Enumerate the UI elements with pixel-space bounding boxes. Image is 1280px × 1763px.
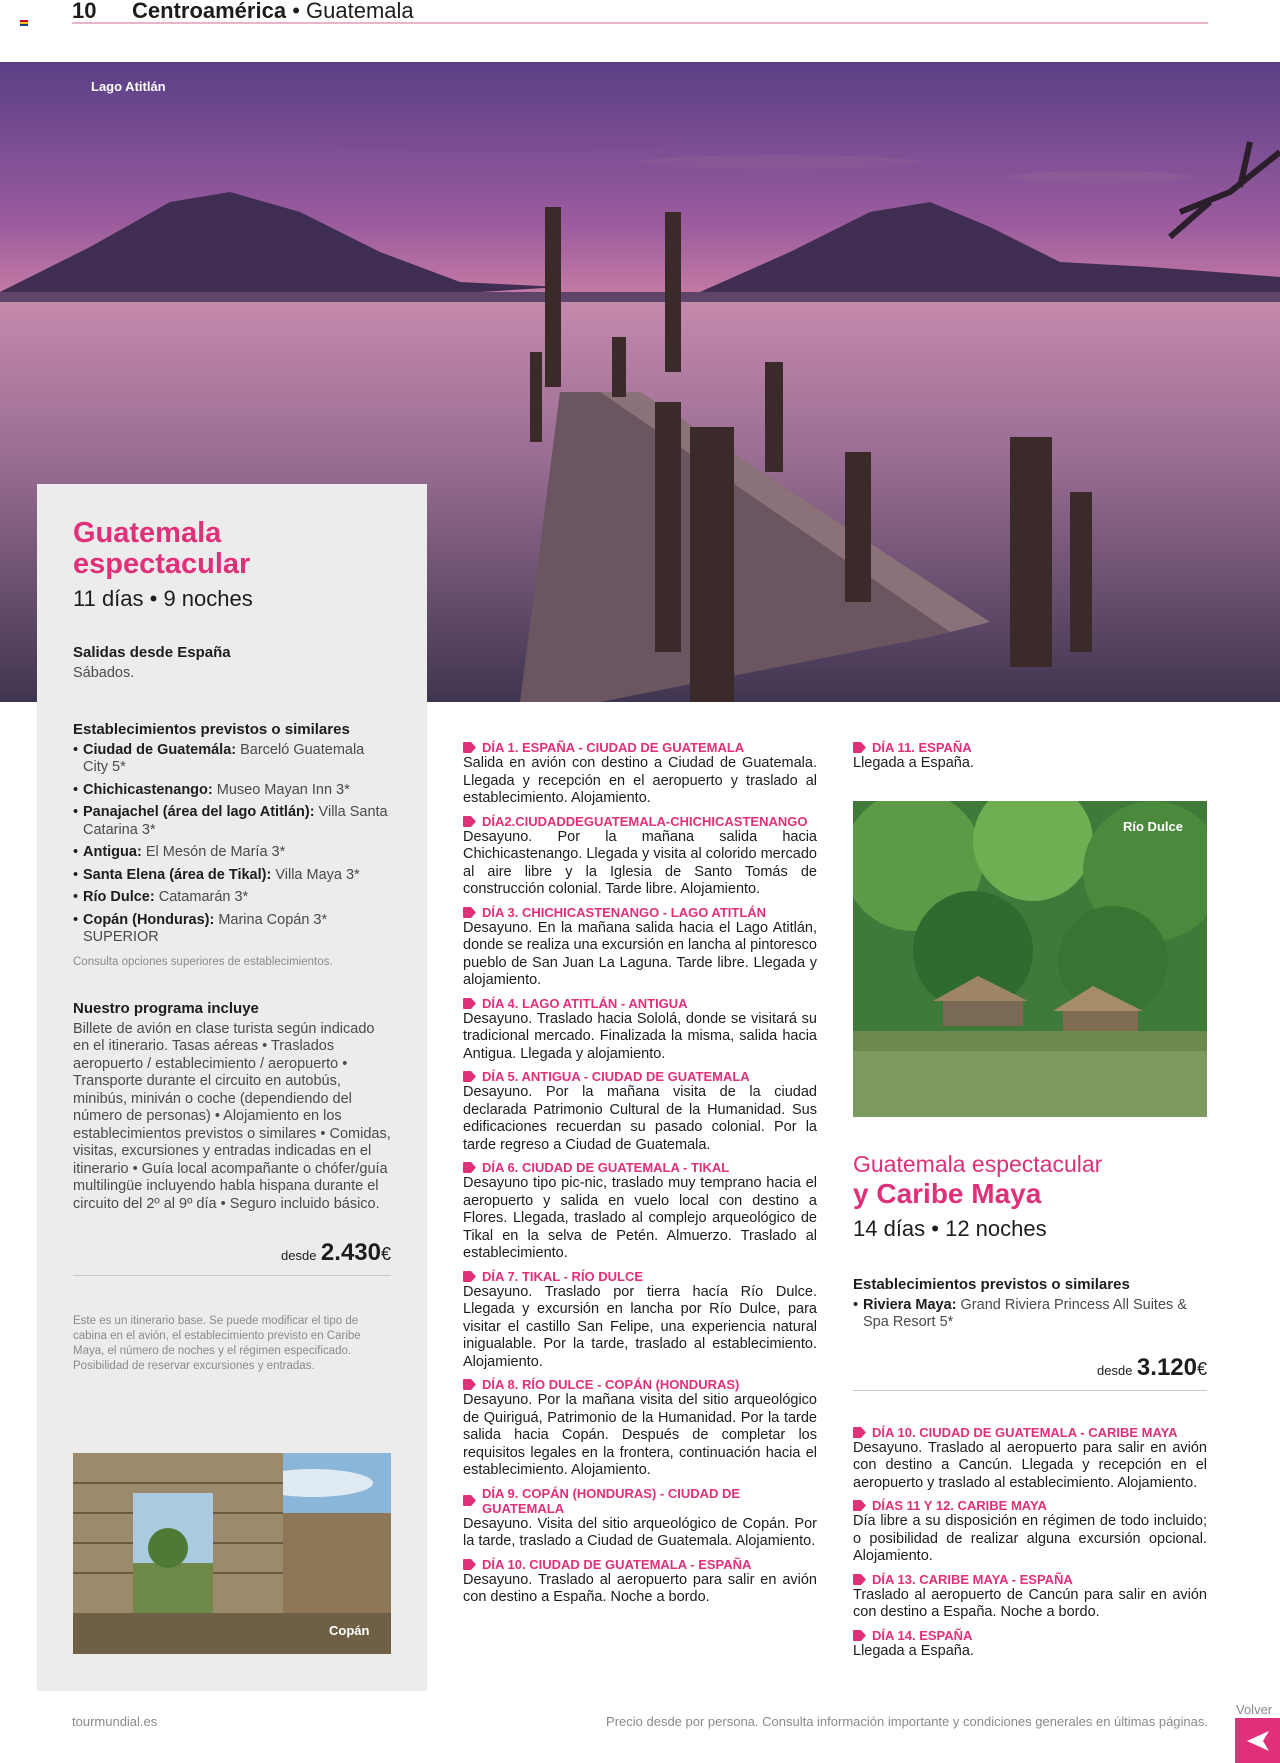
price-prefix: desde [1097, 1362, 1133, 1378]
trip-duration: 11 días • 9 noches [73, 586, 253, 611]
day-title: DÍA 13. CARIBE MAYA - ESPAÑA [872, 1571, 1073, 1587]
region-name: Centroamérica [132, 0, 287, 23]
bullet-marker-icon [853, 1630, 866, 1641]
price-amount: 2.430 [320, 1239, 381, 1266]
day-text: Desayuno. Por la mañana visita de la ciudad declarada Patrimonio Cultural de la Humanidad. Sus edificaciones recuerdan su pasado colonial. Por la tarde regreso a Ciudad de Guatemala. [463, 1084, 817, 1153]
list-item: • Copán (Honduras): Marina Copán 3* SUPERIOR [73, 912, 391, 947]
trip2-itinerary [853, 1425, 1207, 1661]
itinerary-day [853, 1498, 1207, 1566]
day-text: Desayuno. Por la mañana visita del sitio arqueológico de Quiriguá, Patrimonio de la Humanidad. Por la tarde salida hacia Copán. Después de completar los requisitos legales en la frontera, continuación hacia el establecimiento. Alojamiento. [463, 1392, 817, 1478]
hotels-note: Consulta opciones superiores de establecimientos. [73, 955, 333, 968]
day-text: Desayuno. Traslado al aeropuerto para salir en avión con destino a Cancún. Llegada y recepción en el aeropuerto y traslado al establecimiento. Alojamiento. [853, 1439, 1207, 1491]
day-title: DÍA 11. ESPAÑA [872, 740, 972, 755]
itinerary-day [463, 1069, 817, 1154]
trip2-title-line2: y Caribe Maya [853, 1177, 1042, 1209]
day-text: Traslado al aeropuerto de Cancún para salir en avión con destino a España. Noche a bordo. [853, 1586, 1207, 1620]
list-item: • Antigua: El Mesón de María 3* [73, 844, 391, 862]
hotels-heading: Establecimientos previstos o similares [73, 720, 350, 738]
day-text: Desayuno. Visita del sitio arqueológico de Copán. Por la tarde, traslado a Ciudad de Guatemala. Alojamiento. [463, 1515, 817, 1549]
list-item: • Río Dulce: Catamarán 3* [73, 889, 391, 907]
departures-text: Sábados. [73, 665, 135, 681]
day-text: Desayuno. Por la mañana salida hacia Chichicastenango. Llegada y visita al colorido mercado al aire libre y la Iglesia de Santo Tomás de construcción colonial. Tarde libre. Alojamiento. [463, 828, 817, 897]
day-text: Salida en avión con destino a Ciudad de Guatemala. Llegada y recepción en el aeropuerto y traslado al establecimiento. Alojamiento. [463, 755, 817, 806]
day-text: Desayuno. Traslado al aeropuerto para salir en avión con destino a España. Noche a bordo. [463, 1571, 817, 1605]
bullet-marker-icon [463, 1379, 476, 1390]
trip2-title-line1: Guatemala espectacular [853, 1150, 1103, 1177]
includes-text: Billete de avión en clase turista según indicado en el itinerario. Tasas aéreas • Traslados aeropuerto / establecimiento / aeropuerto • Transporte durante el circuito en autobús, minibús, miniván o coche (dependiendo del número de personas) • Alojamiento en los establecimientos previstos o similares • Comidas, visitas, excursiones y entradas indicadas en el itinerario • Guía local acompañante o chófer/guía multilingüe incluyendo habla hispana durante el circuito del 2º al 9º día • Seguro incluido básico. [73, 1020, 391, 1212]
bullet-marker-icon [463, 816, 476, 827]
itinerary-day [853, 740, 1207, 773]
itinerary-disclaimer: Este es un itinerario base. Se puede modificar el tipo de cabina en el avión, el establecimiento previsto en Caribe Maya, el número de noches y el régimen especificado. Posibilidad de reservar excursiones y entradas. [73, 1315, 361, 1372]
day-title: DÍA 14. ESPAÑA [872, 1627, 973, 1643]
trip2-duration: 14 días • 12 noches [853, 1215, 1047, 1241]
list-item: • Panajachel (área del lago Atitlán): Villa Santa Catarina 3* [73, 804, 391, 839]
back-arrow-icon [1247, 1731, 1269, 1751]
itinerary-day [463, 905, 817, 990]
itinerary-day [463, 1377, 817, 1480]
title-separator: • [286, 0, 307, 23]
trip2-hotels-heading: Establecimientos previstos o similares [853, 1275, 1130, 1293]
price-prefix: desde [281, 1248, 317, 1263]
trip2-hotels-list [853, 1297, 1207, 1332]
day-text: Desayuno. Traslado por tierra hacía Río Dulce. Llegada y excursión en lancha por Río Dulce, para visitar el castillo San Felipe, una experiencia natural inigualable. Por la tarde, traslado al establecimiento. Alojamiento. [463, 1283, 817, 1370]
day-text: Día libre a su disposición en régimen de todo incluido; o posibilidad de realizar alguna excursión opcional. Alojamiento. [853, 1513, 1207, 1564]
bullet-marker-icon [853, 1500, 866, 1511]
bullet-marker-icon [463, 1495, 476, 1506]
bullet-marker-icon [853, 742, 866, 753]
bullet-marker-icon [463, 907, 476, 918]
page-number: 10 [72, 0, 97, 23]
itinerary-day [853, 1572, 1207, 1622]
footer-site: tourmundial.es [72, 1714, 158, 1729]
day-text: Llegada a España. [853, 1642, 974, 1659]
bullet-marker-icon [463, 1162, 476, 1173]
itinerary-day [463, 1160, 817, 1263]
bullet-marker-icon [463, 1559, 476, 1570]
copan-photo [73, 1453, 391, 1654]
day-title: DÍA 9. COPÁN (HONDURAS) - CIUDAD DE GUATEMALA [482, 1485, 741, 1516]
bullet-marker-icon [463, 1071, 476, 1082]
day-title: DÍA 3. CHICHICASTENANGO - LAGO ATITLÁN [482, 904, 767, 920]
day-title: DÍA 6. CIUDAD DE GUATEMALA - TIKAL [482, 1160, 730, 1175]
day-text: Desayuno tipo pic-nic, traslado muy temprano hacia el aeropuerto y salida en vuelo local con destino a Flores. Llegada, traslado al complejo arqueológico de Tikal en la selva de Petén. Almuerzo. Traslado al establecimiento. [463, 1175, 817, 1261]
rio-dulce-photo [853, 801, 1207, 1117]
day-title: DÍA 1. ESPAÑA - CIUDAD DE GUATEMALA [482, 740, 745, 755]
bullet-marker-icon [463, 998, 476, 1009]
day-title: DÍA 4. LAGO ATITLÁN - ANTIGUA [482, 995, 688, 1011]
includes-heading: Nuestro programa incluye [73, 999, 259, 1017]
list-item: • Ciudad de Guatemála: Barceló Guatemala City 5* [73, 742, 391, 777]
list-item: • Santa Elena (área de Tikal): Villa Maya 3* [73, 867, 391, 885]
day-text: Desayuno. Traslado hacia Sololá, donde se visitará su tradicional mercado. Finalizada la misma, salida hacia Antigua. Llegada y alojamiento. [463, 1010, 817, 1062]
itinerary-day [463, 740, 817, 808]
price-amount: 3.120 [1136, 1353, 1197, 1381]
day-text: Desayuno. En la mañana salida hacia el Lago Atitlán, donde se realiza una excursión en lancha al pintoresco pueblo de San Juan La Laguna. Tarde libre. Llegada y alojamiento. [463, 919, 817, 988]
day-title: DÍA 10. CIUDAD DE GUATEMALA - ESPAÑA [482, 1556, 752, 1572]
list-item: • Chichicastenango: Museo Mayan Inn 3* [73, 782, 391, 800]
rio-dulce-caption: Río Dulce [1123, 818, 1183, 834]
day-title: DÍA 7. TIKAL - RÍO DULCE [482, 1268, 644, 1284]
bullet-marker-icon [853, 1574, 866, 1585]
right-column [853, 740, 1207, 1666]
back-label[interactable]: Volver [1236, 1702, 1273, 1717]
hotels-list [73, 742, 391, 947]
page-header [72, 0, 1208, 24]
hero-caption: Lago Atitlán [91, 79, 166, 94]
country-name: Guatemala [306, 0, 414, 23]
list-item: • Riviera Maya: Grand Riviera Princess All Suites & Spa Resort 5* [853, 1297, 1207, 1332]
itinerary-day [463, 1269, 817, 1372]
price-box [73, 1239, 391, 1276]
itinerary-day [463, 996, 817, 1064]
trip2-price-box [853, 1354, 1207, 1391]
bullet-marker-icon [463, 1271, 476, 1282]
day-title: DÍAS 11 Y 12. CARIBE MAYA [872, 1498, 1047, 1513]
section-title [132, 0, 414, 24]
itinerary-column [463, 740, 817, 1613]
price-currency: € [1196, 1358, 1207, 1379]
copan-caption: Copán [329, 1623, 370, 1638]
footer-note: Precio desde por persona. Consulta información importante y condiciones generales en últimas páginas. [606, 1714, 1208, 1729]
day-title: DÍA 5. ANTIGUA - CIUDAD DE GUATEMALA [482, 1069, 750, 1084]
day-text: Llegada a España. [853, 755, 974, 771]
bullet-marker-icon [463, 742, 476, 753]
trip-title-line1: Guatemala [73, 517, 222, 549]
itinerary-day [463, 1557, 817, 1607]
back-button[interactable] [1235, 1718, 1280, 1763]
day-title: DÍA2.CIUDADDEGUATEMALA-CHICHICASTENANGO [482, 813, 808, 829]
price-currency: € [380, 1244, 391, 1264]
itinerary-day [463, 1486, 817, 1551]
itinerary-day [853, 1425, 1207, 1493]
itinerary-day [853, 1628, 1207, 1661]
trip-info-panel [37, 484, 427, 1691]
departures-heading: Salidas desde España [73, 644, 231, 661]
day-title: DÍA 10. CIUDAD DE GUATEMALA - CARIBE MAYA [872, 1424, 1178, 1440]
bullet-marker-icon [853, 1427, 866, 1438]
day-title: DÍA 8. RÍO DULCE - COPÁN (HONDURAS) [482, 1377, 740, 1392]
spain-flag-icon [20, 20, 28, 26]
trip-title-line2: espectacular [73, 548, 251, 580]
itinerary-day [463, 814, 817, 899]
